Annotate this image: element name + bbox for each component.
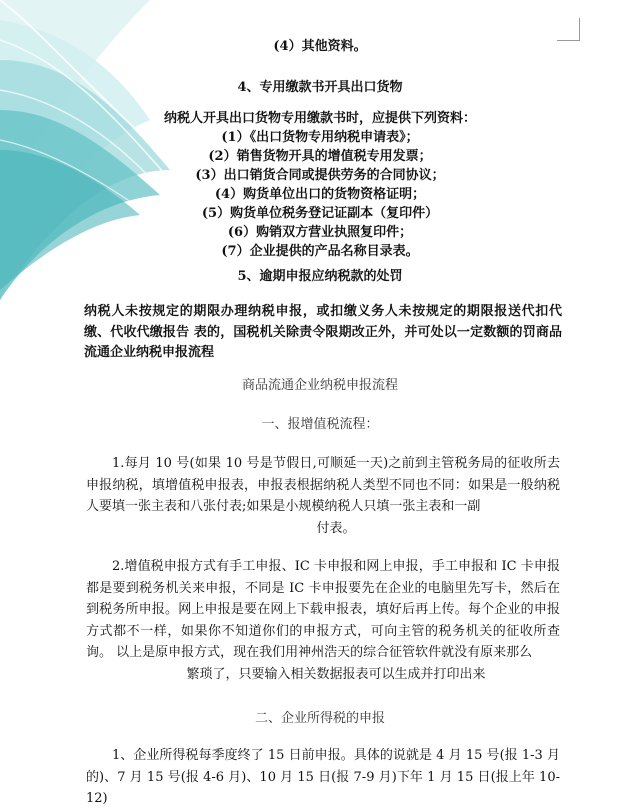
section4-intro: 纳税人开具出口货物专用缴款书时，应提供下列资料： [163,111,476,126]
section5-paragraph: 纳税人未按规定的期限办理纳税申报，或扣缴义务人未按规定的期限报送代扣代缴、代收代缴报告 表的，国税机关除责令限期改正外，并可处以一定数额的罚商品流通企业纳税申报流程 [84,304,562,360]
section4-item: (2）销售货物开具的增值税专用发票； [208,149,432,164]
vat-heading: 一、报增值税流程： [261,417,379,432]
section4-heading: 4、专用缴款书开具出口货物 [237,80,403,95]
vat-paragraph-1-text: 1.每月 10 号(如果 10 号是节假日,可顺延一天)之前到主管税务局的征收所去申报纳税，填增值税申报表，申报表根据纳税人类型不同也不同：如果是一般纳税人要填一张主表和八张付表;如果是小规模纳税人只填一张主表和一副 [86,456,560,514]
vat-paragraph-2 [86,556,560,685]
item-other-materials: (4）其他资料。 [273,39,367,54]
flow-title: 商品流通企业纳税申报流程 [241,378,398,393]
section4-item: (6）购销双方营业执照复印件； [227,225,413,240]
section4-item: (5）购货单位税务登记证副本（复印件） [201,206,439,221]
vat-paragraph-1-tail: 付表。 [316,520,356,536]
section4-item: (3）出口销货合同或提供劳务的合同协议； [195,168,445,183]
section4-item: (7）企业提供的产品名称目录表。 [221,244,419,259]
cit-paragraph-1: 1、企业所得税每季度终了 15 日前申报。具体的说就是 4 月 15 号(报 1-3 月的)、7 月 15 号(报 4-6 月)、10 月 15 日(报 7-9 月)下年 1 月 15 日(报上年 10-12) [86,748,560,806]
section5-heading: 5、逾期申报应纳税款的处罚 [237,269,403,284]
cit-heading: 二、企业所得税的申报 [254,711,385,726]
section4-item: (1）《出口货物专用纳税申请表》； [221,130,419,145]
vat-paragraph-2-tail: 繁琐了，只要输入相关数据报表可以生成并打印出来 [186,666,486,682]
section4-item: (4）购货单位出口的货物资格证明； [214,187,426,202]
vat-paragraph-1 [86,453,560,539]
vat-paragraph-2-text: 2.增值税申报方式有手工申报、IC 卡申报和网上申报，手工申报和 IC 卡申报都是要到税务机关来申报，不同是 IC 卡申报要先在企业的电脑里先写卡，然后在到税务所申报。网上申报是要在网上下载申报表，填好后再上传。每个企业的申报方式都不一样，如果你不知道你们的申报方式，可向主管的税务机关的征收所查询。 以上是原申报方式，现在我们用神州浩天的综合征管软件就没有原来那么 [86,559,560,660]
